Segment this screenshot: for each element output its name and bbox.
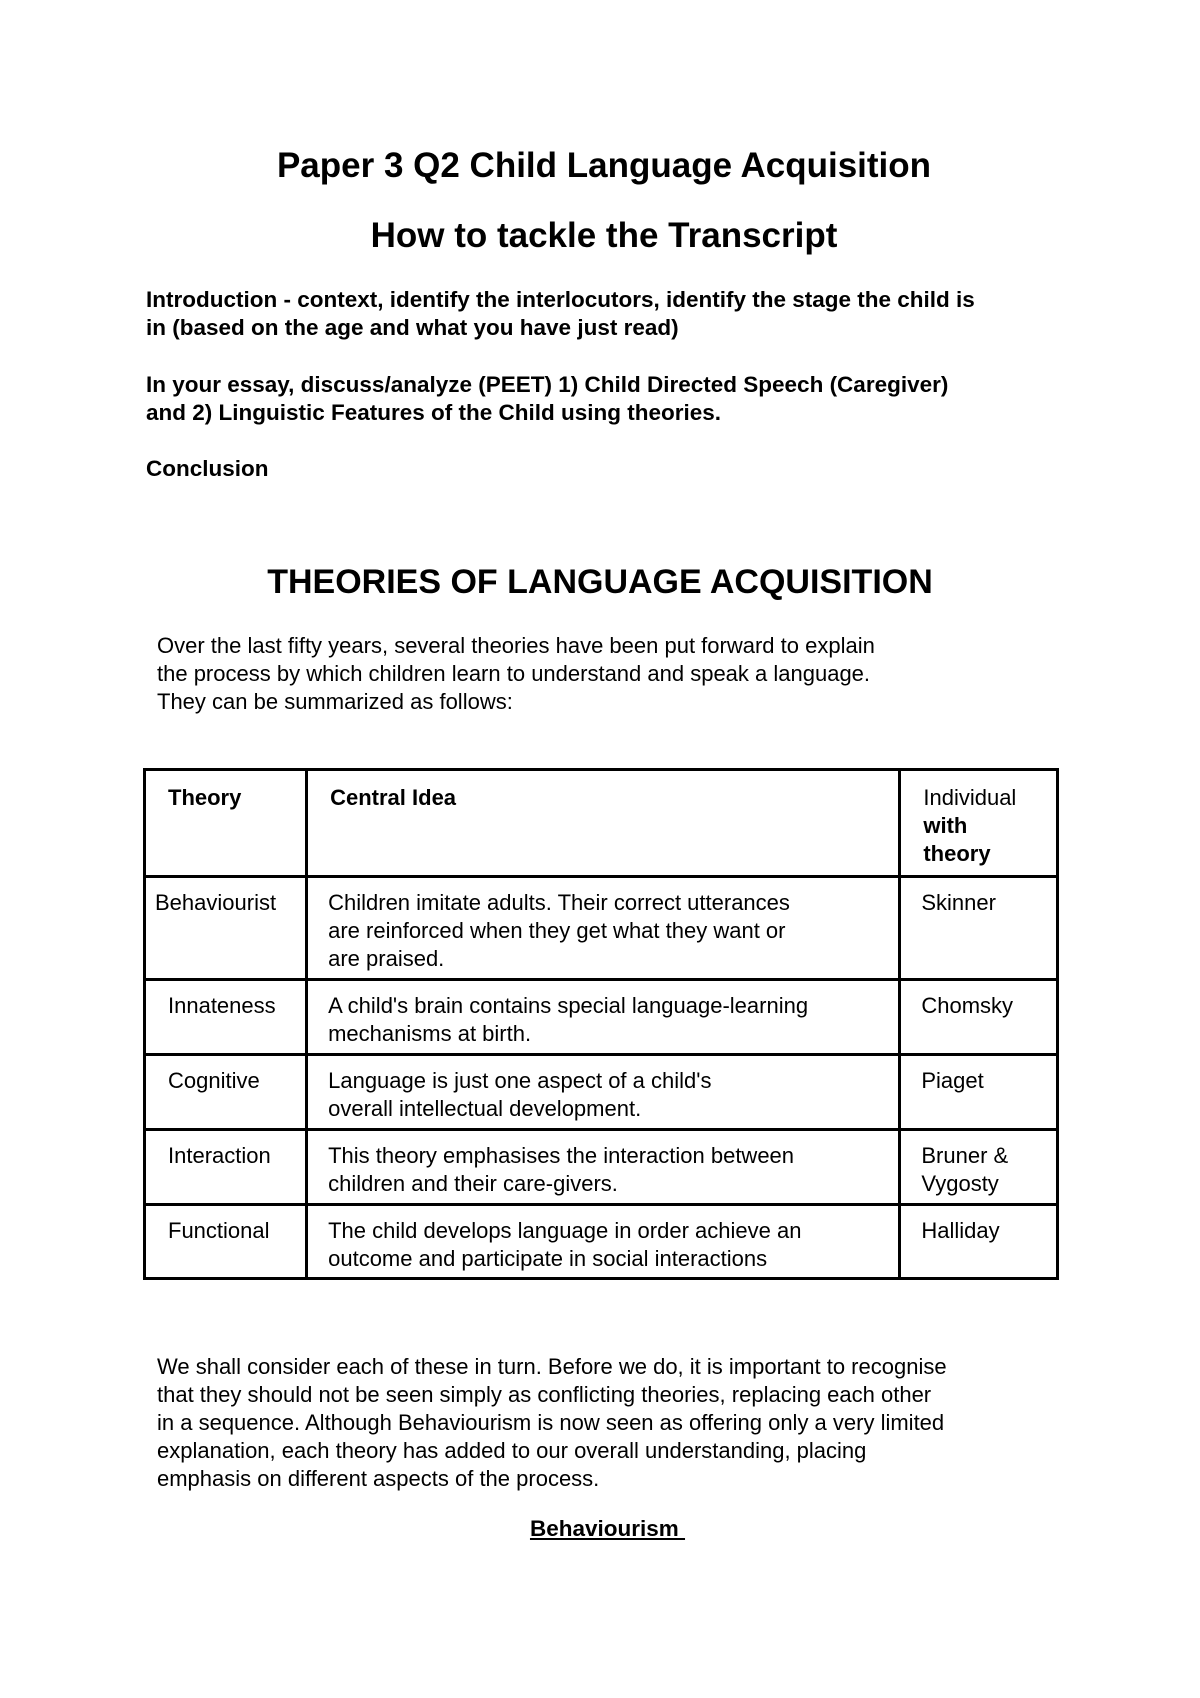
individual-cell bbox=[900, 877, 1058, 980]
central-idea-line: The child develops language in order achieve an bbox=[328, 1218, 802, 1243]
header-cell-individual bbox=[900, 770, 1058, 877]
central-idea-cell bbox=[307, 1055, 900, 1130]
table-row bbox=[145, 1205, 1058, 1279]
closing-line: explanation, each theory has added to our overall understanding, placing bbox=[157, 1438, 867, 1463]
theory-cell bbox=[145, 980, 307, 1055]
central-idea-cell bbox=[307, 1130, 900, 1205]
central-idea-text bbox=[308, 1131, 898, 1198]
theories-table bbox=[143, 768, 1059, 1280]
header-theory-label: Theory bbox=[168, 785, 242, 810]
central-idea-cell bbox=[307, 877, 900, 980]
theory-cell bbox=[145, 877, 307, 980]
table-row bbox=[145, 1130, 1058, 1205]
central-idea-text bbox=[308, 1056, 898, 1123]
header-theory-text: theory bbox=[923, 841, 991, 866]
behaviourism-subheading: Behaviourism bbox=[529, 1516, 686, 1541]
overview-paragraph bbox=[157, 632, 1057, 716]
overview-line: the process by which children learn to understand and speak a language. bbox=[157, 661, 871, 686]
central-idea-line: mechanisms at birth. bbox=[328, 1021, 532, 1046]
page-title: Paper 3 Q2 Child Language Acquisition bbox=[276, 146, 932, 185]
header-individual-text: Individual bbox=[923, 785, 1017, 810]
central-idea-line: This theory emphasises the interaction between bbox=[328, 1143, 795, 1168]
central-idea-cell bbox=[307, 980, 900, 1055]
conclusion-label: Conclusion bbox=[146, 456, 269, 481]
closing-paragraph bbox=[157, 1353, 1057, 1493]
central-idea-line: Children imitate adults. Their correct utterances bbox=[328, 890, 790, 915]
individual-cell bbox=[900, 980, 1058, 1055]
central-idea-line: children and their care-givers. bbox=[328, 1171, 618, 1196]
header-cell-theory bbox=[145, 770, 307, 877]
central-idea-cell bbox=[307, 1205, 900, 1279]
central-idea-text bbox=[308, 1206, 898, 1273]
theory-cell bbox=[145, 1205, 307, 1279]
individual-name: Skinner bbox=[921, 890, 996, 915]
closing-line: emphasis on different aspects of the process. bbox=[157, 1466, 600, 1491]
introduction-line: Introduction - context, identify the interlocutors, identify the stage the child is bbox=[146, 287, 975, 312]
individual-cell bbox=[900, 1130, 1058, 1205]
central-idea-line: overall intellectual development. bbox=[328, 1096, 642, 1121]
theory-cell bbox=[145, 1055, 307, 1130]
theory-name: Cognitive bbox=[168, 1068, 260, 1093]
theory-name: Behaviourist bbox=[155, 890, 277, 915]
individual-names bbox=[901, 1131, 1056, 1198]
introduction-line: in (based on the age and what you have just read) bbox=[146, 315, 679, 340]
individual-name: Chomsky bbox=[921, 993, 1014, 1018]
essay-line: and 2) Linguistic Features of the Child using theories. bbox=[146, 400, 722, 425]
essay-paragraph bbox=[146, 371, 1076, 427]
table-row bbox=[145, 980, 1058, 1055]
individual-cell bbox=[900, 1055, 1058, 1130]
overview-line: Over the last fifty years, several theories have been put forward to explain bbox=[157, 633, 875, 658]
central-idea-line: outcome and participate in social interactions bbox=[328, 1246, 768, 1271]
header-individual-label bbox=[901, 771, 1056, 868]
central-idea-text bbox=[308, 878, 898, 973]
closing-line: in a sequence. Although Behaviourism is now seen as offering only a very limited bbox=[157, 1410, 945, 1435]
individual-name: Vygosty bbox=[921, 1171, 999, 1196]
individual-name: Piaget bbox=[921, 1068, 984, 1093]
table-row bbox=[145, 877, 1058, 980]
introduction-paragraph bbox=[146, 286, 1076, 342]
central-idea-line: Language is just one aspect of a child's bbox=[328, 1068, 712, 1093]
central-idea-line: are praised. bbox=[328, 946, 445, 971]
individual-name: Bruner & bbox=[921, 1143, 1009, 1168]
individual-cell bbox=[900, 1205, 1058, 1279]
closing-line: We shall consider each of these in turn. Before we do, it is important to recognise bbox=[157, 1354, 947, 1379]
header-cell-central-idea bbox=[307, 770, 900, 877]
theory-name: Functional bbox=[168, 1218, 270, 1243]
section-heading: THEORIES OF LANGUAGE ACQUISITION bbox=[267, 563, 933, 601]
page-subtitle: How to tackle the Transcript bbox=[370, 216, 838, 255]
theory-name: Innateness bbox=[168, 993, 276, 1018]
overview-line: They can be summarized as follows: bbox=[157, 689, 513, 714]
central-idea-line: A child's brain contains special language-learning bbox=[328, 993, 809, 1018]
central-idea-text bbox=[308, 981, 898, 1048]
table-row bbox=[145, 1055, 1058, 1130]
central-idea-line: are reinforced when they get what they want or bbox=[328, 918, 786, 943]
essay-line: In your essay, discuss/analyze (PEET) 1) Child Directed Speech (Caregiver) bbox=[146, 372, 949, 397]
closing-line: that they should not be seen simply as conflicting theories, replacing each other bbox=[157, 1382, 932, 1407]
header-with-text: with bbox=[923, 813, 968, 838]
header-central-idea-label: Central Idea bbox=[330, 785, 457, 810]
theory-cell bbox=[145, 1130, 307, 1205]
individual-name: Halliday bbox=[921, 1218, 1000, 1243]
table-header-row bbox=[145, 770, 1058, 877]
theory-name: Interaction bbox=[168, 1143, 271, 1168]
